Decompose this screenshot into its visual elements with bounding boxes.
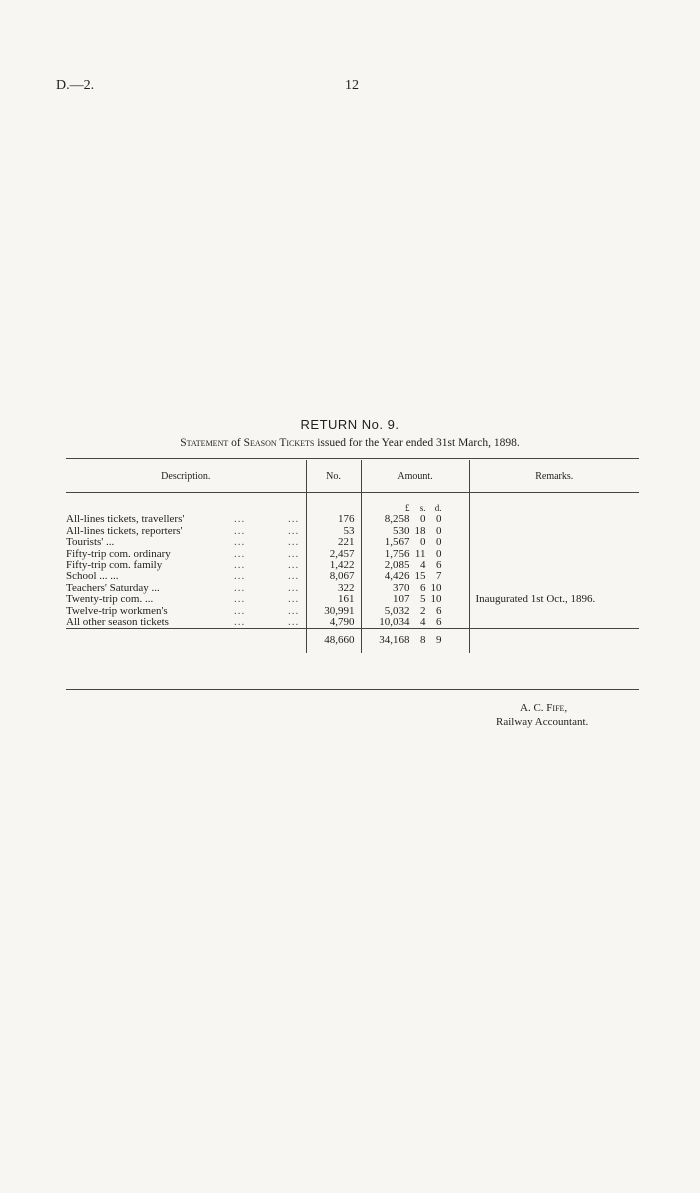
row-remarks: [469, 571, 639, 582]
row-remarks: [469, 514, 639, 525]
total-pounds: 34,168: [379, 634, 410, 647]
row-remarks: [469, 617, 639, 629]
row-shillings: 18: [414, 524, 426, 537]
total-no: 48,660: [306, 629, 361, 653]
total-shillings: 8: [420, 634, 426, 647]
row-shillings: 4: [420, 616, 426, 629]
row-shillings: 2: [420, 604, 426, 617]
row-shillings: 6: [420, 581, 426, 594]
row-pounds: 10,034: [379, 616, 410, 629]
row-amount: [361, 549, 469, 560]
row-remarks: [469, 537, 639, 548]
row-pence: 0: [436, 547, 442, 560]
row-pence: 10: [430, 581, 442, 594]
statement-subtitle: [0, 437, 700, 449]
leader-dots-2: ...: [288, 604, 300, 617]
row-amount: [361, 583, 469, 594]
row-shillings: 4: [420, 559, 426, 572]
table-header-row: [66, 460, 639, 493]
unit-pence: d.: [434, 503, 442, 513]
row-no: 4,790: [306, 617, 361, 629]
row-shillings: 5: [420, 593, 426, 606]
leader-dots-1: ...: [234, 524, 246, 537]
leader-dots-2: ...: [288, 524, 300, 537]
leader-dots-2: ...: [288, 581, 300, 594]
row-description: Twenty-trip com. ...: [66, 593, 154, 606]
row-pounds: 8,258: [384, 513, 410, 526]
row-description: Teachers' Saturday ...: [66, 581, 160, 594]
table-row: [66, 617, 639, 629]
row-description: All-lines tickets, reporters': [66, 524, 183, 537]
signatory-name: [520, 702, 567, 714]
leader-dots-2: ...: [288, 513, 300, 526]
row-amount: [361, 617, 469, 629]
row-pence: 0: [436, 524, 442, 537]
row-description: Twelve-trip workmen's: [66, 604, 168, 617]
row-pence: 0: [436, 536, 442, 549]
row-description: Fifty-trip com. family: [66, 559, 163, 572]
return-title: RETURN No. 9.: [300, 417, 400, 432]
leader-dots-2: ...: [288, 616, 300, 629]
row-amount: [361, 526, 469, 537]
subtitle-season-tickets: Season Tickets: [243, 437, 315, 449]
leader-dots-1: ...: [234, 581, 246, 594]
row-no: 1,422: [306, 560, 361, 571]
row-amount: [361, 537, 469, 548]
leader-dots-2: ...: [288, 547, 300, 560]
subtitle-rest: issued for the Year ended 31st March, 1898.: [317, 437, 520, 449]
subtitle-statement: Statement: [180, 437, 229, 449]
row-no: 161: [306, 594, 361, 605]
row-amount: [361, 606, 469, 617]
row-description: Tourists' ...: [66, 536, 115, 549]
row-shillings: 15: [414, 570, 426, 583]
row-no: 30,991: [306, 606, 361, 617]
units-row: [66, 493, 639, 515]
subtitle-of: of: [231, 437, 241, 449]
page-number: 12: [345, 78, 359, 93]
row-pence: 7: [436, 570, 442, 583]
row-pounds: 1,567: [384, 536, 410, 549]
unit-pounds: £: [405, 503, 410, 513]
row-no: 53: [306, 526, 361, 537]
col-amount: Amount.: [361, 460, 469, 493]
row-remarks: Inaugurated 1st Oct., 1896.: [469, 594, 639, 605]
row-remarks: [469, 606, 639, 617]
totals-row: [66, 629, 639, 653]
leader-dots-1: ...: [234, 604, 246, 617]
leader-dots-2: ...: [288, 559, 300, 572]
row-shillings: 11: [414, 547, 426, 560]
signatory-name-text: A. C. Fife,: [520, 702, 568, 714]
row-pence: 6: [436, 559, 442, 572]
leader-dots-1: ...: [234, 536, 246, 549]
row-amount: [361, 594, 469, 605]
row-pounds: 1,756: [384, 547, 410, 560]
row-no: 176: [306, 514, 361, 525]
leader-dots-2: ...: [288, 536, 300, 549]
leader-dots-2: ...: [288, 570, 300, 583]
total-pence: 9: [436, 634, 442, 647]
row-description-cell: [66, 617, 306, 629]
row-amount: [361, 571, 469, 582]
row-pounds: 530: [393, 524, 410, 537]
row-shillings: 0: [420, 536, 426, 549]
row-remarks: [469, 549, 639, 560]
document-code: D.—2.: [56, 78, 95, 93]
row-description: All other season tickets: [66, 616, 169, 629]
row-no: 322: [306, 583, 361, 594]
row-pounds: 5,032: [384, 604, 410, 617]
top-rule: [66, 458, 639, 459]
bottom-rule: [66, 689, 639, 690]
row-description: School ... ...: [66, 570, 119, 583]
season-tickets-table: [66, 460, 639, 653]
row-pence: 6: [436, 616, 442, 629]
signatory-title: Railway Accountant.: [496, 716, 589, 728]
row-no: 2,457: [306, 549, 361, 560]
row-remarks: [469, 560, 639, 571]
col-remarks: Remarks.: [469, 460, 639, 493]
row-pounds: 2,085: [384, 559, 410, 572]
unit-shillings: s.: [419, 503, 426, 513]
row-pence: 0: [436, 513, 442, 526]
row-no: 8,067: [306, 571, 361, 582]
row-pence: 6: [436, 604, 442, 617]
row-pounds: 107: [393, 593, 410, 606]
leader-dots-1: ...: [234, 593, 246, 606]
leader-dots-1: ...: [234, 559, 246, 572]
leader-dots-1: ...: [234, 570, 246, 583]
leader-dots-2: ...: [288, 593, 300, 606]
row-pence: 10: [430, 593, 442, 606]
row-pounds: 4,426: [384, 570, 410, 583]
col-no: No.: [306, 460, 361, 493]
row-remarks: [469, 526, 639, 537]
row-no: 221: [306, 537, 361, 548]
leader-dots-1: ...: [234, 547, 246, 560]
row-description: All-lines tickets, travellers': [66, 513, 185, 526]
row-description: Fifty-trip com. ordinary: [66, 547, 171, 560]
leader-dots-1: ...: [234, 513, 246, 526]
row-pounds: 370: [393, 581, 410, 594]
col-description: Description.: [66, 460, 306, 493]
row-shillings: 0: [420, 513, 426, 526]
leader-dots-1: ...: [234, 616, 246, 629]
